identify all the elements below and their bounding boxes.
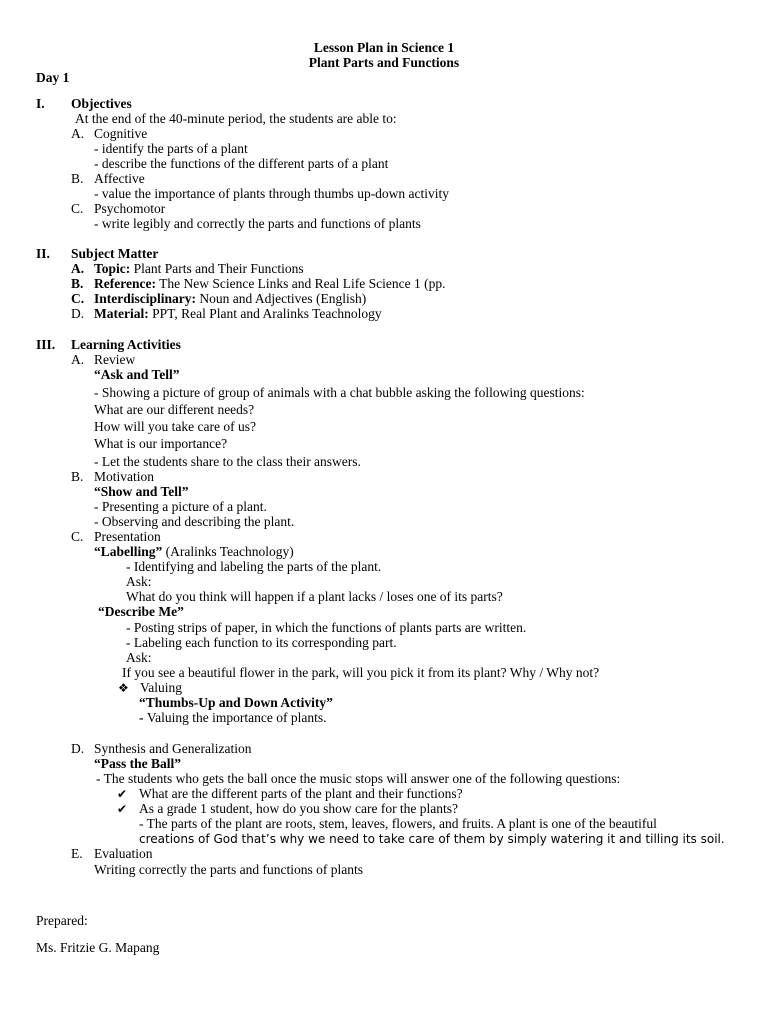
document-title: Lesson Plan in Science 1 <box>313 40 455 55</box>
checkmark-icon: ✔ <box>117 787 128 801</box>
review-item-3: How will you take care of us? <box>94 419 256 434</box>
presentation-ask-2: Ask: <box>126 650 152 665</box>
activity-a-name: “Ask and Tell” <box>94 367 180 382</box>
subject-b-label: B. <box>71 276 84 291</box>
section-2-heading: Subject Matter <box>71 246 159 261</box>
presentation-item-2: - Posting strips of paper, in which the functions of plants parts are written. <box>126 620 527 635</box>
subject-reference <box>94 276 446 291</box>
subject-topic <box>94 261 304 276</box>
synthesis-question-2-text: As a grade 1 student, how do you show care for the plants? <box>139 801 459 816</box>
objective-b-title: Affective <box>94 171 145 186</box>
review-item-2: What are our different needs? <box>94 402 255 417</box>
section-2-number: II. <box>36 246 50 261</box>
labelling-activity: “Labelling” <box>94 544 163 559</box>
objective-a-label: A. <box>71 126 85 141</box>
subject-interdisciplinary-key: Interdisciplinary: <box>94 291 197 306</box>
objective-b-item-1: - value the importance of plants through thumbs up-down activity <box>94 186 450 201</box>
review-item-1: - Showing a picture of group of animals with a chat bubble asking the following questions: <box>94 385 585 400</box>
evaluation-item-1: Writing correctly the parts and functions of plants <box>94 862 364 877</box>
subject-d-label: D. <box>71 306 85 321</box>
subject-a-label: A. <box>71 261 85 276</box>
synthesis-answer-2: creations of God that’s why we need to take care of them by simply watering it and tilling its soil. <box>139 832 725 846</box>
subject-reference-key: Reference: <box>94 276 156 291</box>
activity-e-label: E. <box>71 846 83 861</box>
activity-d-label: D. <box>71 741 85 756</box>
activity-c-name-2: “Describe Me” <box>98 604 184 619</box>
prepared-label: Prepared: <box>36 913 88 928</box>
activity-e-title: Evaluation <box>94 846 153 861</box>
day-label: Day 1 <box>36 70 70 85</box>
synthesis-question-1 <box>117 786 463 802</box>
activity-b-title: Motivation <box>94 469 154 484</box>
presentation-item-3: - Labeling each function to its corresponding part. <box>126 635 397 650</box>
activity-a-title: Review <box>94 352 136 367</box>
subject-topic-key: Topic: <box>94 261 131 276</box>
section-3-heading: Learning Activities <box>71 337 181 352</box>
subject-topic-value: Plant Parts and Their Functions <box>130 261 304 276</box>
checkmark-icon: ✔ <box>117 802 128 816</box>
valuing-label: Valuing <box>140 680 182 695</box>
subject-reference-value: The New Science Links and Real Life Science 1 (pp. <box>155 276 446 291</box>
presentation-item-1: - Identifying and labeling the parts of the plant. <box>126 559 382 574</box>
activity-a-label: A. <box>71 352 85 367</box>
activity-d-name: “Pass the Ball” <box>94 756 182 771</box>
section-3-number: III. <box>36 337 56 352</box>
prepared-name: Ms. Fritzie G. Mapang <box>36 940 160 955</box>
objective-c-label: C. <box>71 201 84 216</box>
activity-c-label: C. <box>71 529 84 544</box>
document-subtitle: Plant Parts and Functions <box>308 55 460 70</box>
subject-c-label: C. <box>71 291 85 306</box>
objective-a-item-1: - identify the parts of a plant <box>94 141 248 156</box>
valuing-dash: - <box>139 710 147 725</box>
presentation-ask-1: Ask: <box>126 574 152 589</box>
synthesis-question-2 <box>117 801 458 817</box>
motivation-item-1: - Presenting a picture of a plant. <box>94 499 267 514</box>
synthesis-item-1: - The students who gets the ball once the music stops will answer one of the following questions: <box>96 771 621 786</box>
activity-c-name-1 <box>94 544 294 559</box>
subject-material-value: PPT, Real Plant and Aralinks Teachnology <box>148 306 382 321</box>
review-item-4: What is our importance? <box>94 436 228 451</box>
thumbs-activity-name: “Thumbs-Up and Down Activity” <box>139 695 333 710</box>
subject-interdisciplinary-value: Noun and Adjectives (English) <box>196 291 367 306</box>
subject-material-key: Material: <box>94 306 149 321</box>
objective-a-title: Cognitive <box>94 126 148 141</box>
motivation-item-2: - Observing and describing the plant. <box>94 514 295 529</box>
presentation-question-1: What do you think will happen if a plant lacks / loses one of its parts? <box>126 589 503 604</box>
valuing-line <box>118 680 182 696</box>
activity-c-title: Presentation <box>94 529 161 544</box>
review-item-5: - Let the students share to the class their answers. <box>94 454 361 469</box>
valuing-item <box>139 710 326 725</box>
section-1-heading: Objectives <box>71 96 132 111</box>
presentation-question-2: If you see a beautiful flower in the park, will you pick it from its plant? Why / Why not? <box>122 665 600 680</box>
subject-material <box>94 306 382 321</box>
section-1-number: I. <box>36 96 45 111</box>
valuing-text: Valuing the importance of plants. <box>146 710 327 725</box>
objective-c-item-1: - write legibly and correctly the parts and functions of plants <box>94 216 421 231</box>
objectives-intro: At the end of the 40-minute period, the students are able to: <box>75 111 397 126</box>
activity-d-title: Synthesis and Generalization <box>94 741 252 756</box>
subject-interdisciplinary <box>94 291 366 306</box>
objective-c-title: Psychomotor <box>94 201 166 216</box>
objective-a-item-2: - describe the functions of the different parts of a plant <box>94 156 389 171</box>
activity-b-name: “Show and Tell” <box>94 484 189 499</box>
synthesis-question-1-text: What are the different parts of the plant and their functions? <box>139 786 463 801</box>
objective-b-label: B. <box>71 171 84 186</box>
activity-b-label: B. <box>71 469 84 484</box>
labelling-note: (Aralinks Teachnology) <box>162 544 294 559</box>
synthesis-answer-1: - The parts of the plant are roots, stem, leaves, flowers, and fruits. A plant is one of the beautiful <box>139 816 657 831</box>
diamond-bullet-icon: ❖ <box>118 681 129 695</box>
